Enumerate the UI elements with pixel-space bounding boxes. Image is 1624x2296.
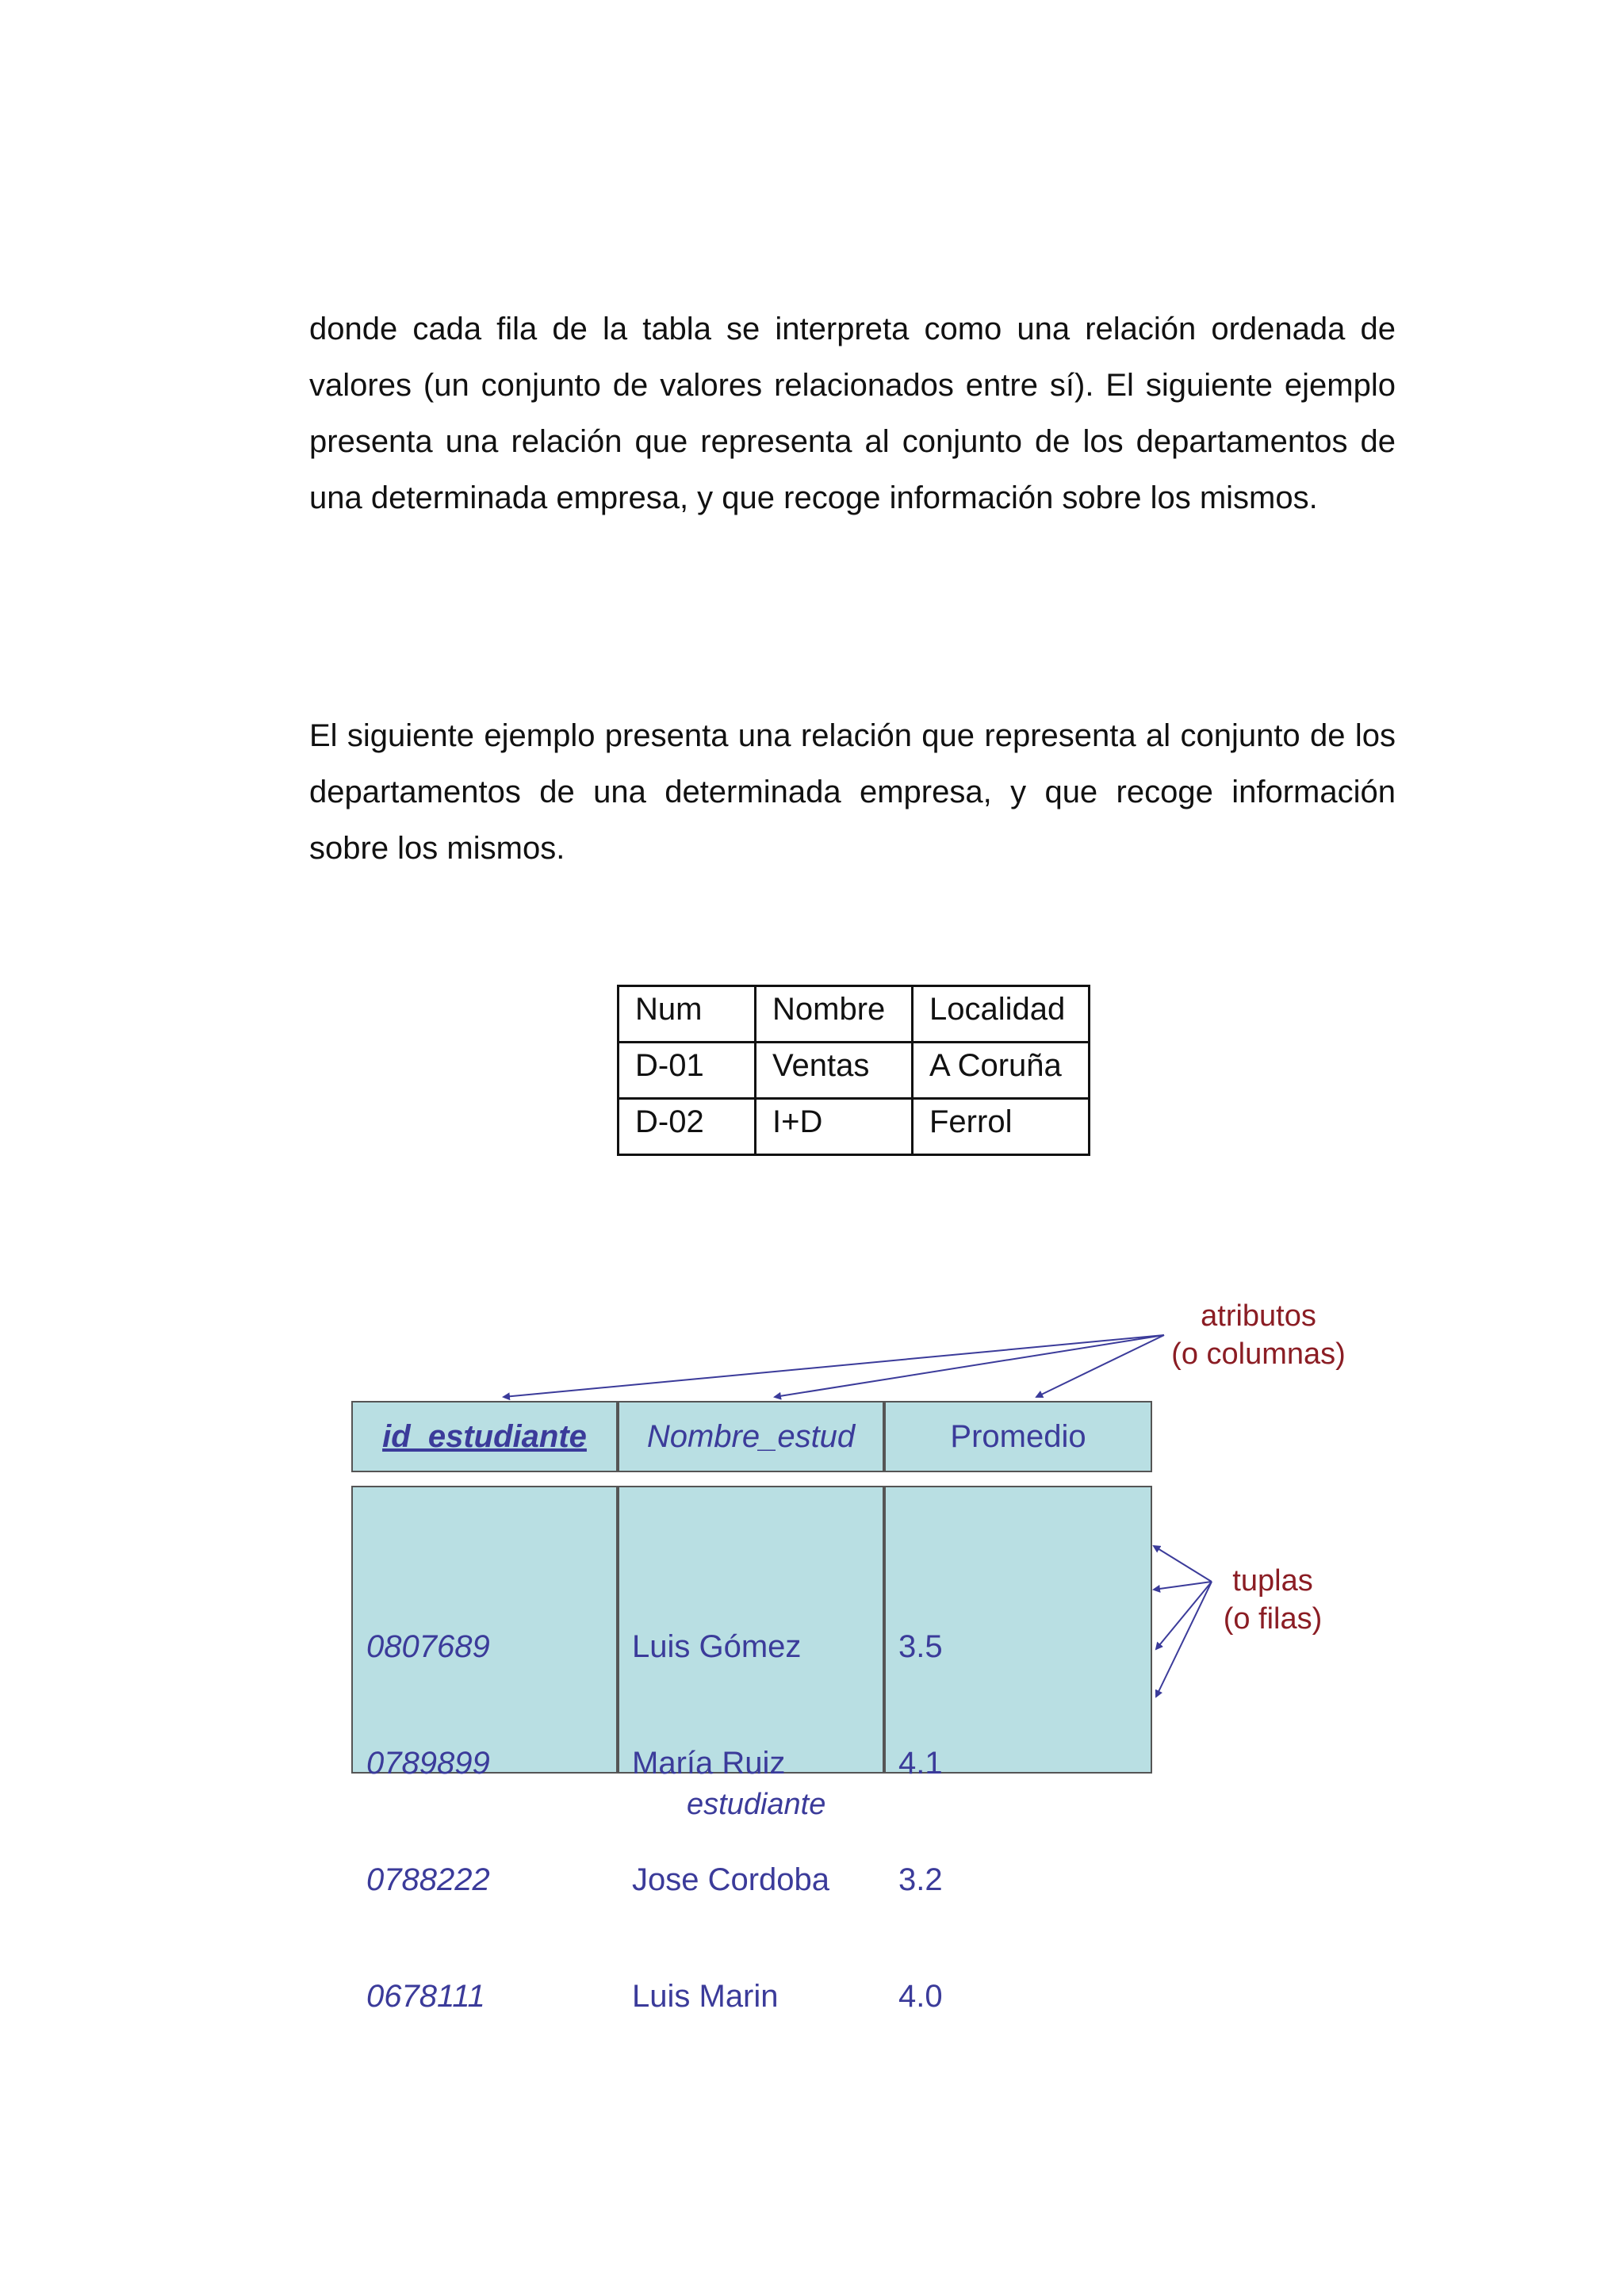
label-attributes: atributos (o columnas): [1171, 1299, 1346, 1371]
arrow-to-row-2: [1154, 1582, 1212, 1590]
list-item: 3.2: [898, 1862, 943, 1897]
list-item: Luis Gómez: [632, 1629, 802, 1664]
list-item: 4.0: [898, 1979, 943, 2014]
list-item: 0807689: [366, 1629, 490, 1664]
header-cell: Nombre: [756, 986, 913, 1043]
arrow-to-row-1: [1154, 1546, 1212, 1582]
arrow-to-promedio: [1036, 1335, 1164, 1397]
table-cell: Ventas: [756, 1043, 913, 1099]
attribute-promedio: Promedio: [950, 1419, 1086, 1454]
list-item: 0789899: [366, 1746, 490, 1781]
table-cell: A Coruña: [913, 1043, 1090, 1099]
relation-caption: estudiante: [687, 1788, 826, 1821]
header-cell: Localidad: [913, 986, 1090, 1043]
list-item: Luis Marin: [632, 1979, 779, 2014]
table-cell: Ferrol: [913, 1099, 1090, 1155]
table-cell: I+D: [756, 1099, 913, 1155]
list-item: 3.5: [898, 1629, 943, 1664]
attribute-nombre-estud: Nombre_estud: [646, 1419, 856, 1454]
table-cell: D-02: [619, 1099, 756, 1155]
paragraph-intro: donde cada fila de la tabla se interpreta como una relación ordenada de valores (un conjunto de valores relacionados entre sí). El siguiente ejemplo presenta una relación que representa al conjunto de los departamentos de una determinada empresa, y que recoge información sobre los mismos.: [309, 312, 1396, 515]
table-cell: D-01: [619, 1043, 756, 1099]
attribute-id-estudiante: id_estudiante: [382, 1419, 587, 1454]
paragraph-example: El siguiente ejemplo presenta una relación que representa al conjunto de los departamentos de una determinada empresa, y que recoge información sobre los mismos.: [309, 718, 1396, 866]
list-item: 0678111: [366, 1979, 485, 2014]
list-item: Jose Cordoba: [632, 1862, 830, 1897]
list-item: 4.1: [898, 1746, 943, 1781]
header-cell: Num: [619, 986, 756, 1043]
list-item: María Ruiz: [632, 1746, 786, 1781]
label-tuples: tuplas (o filas): [1223, 1564, 1323, 1636]
list-item: 0788222: [366, 1862, 490, 1897]
